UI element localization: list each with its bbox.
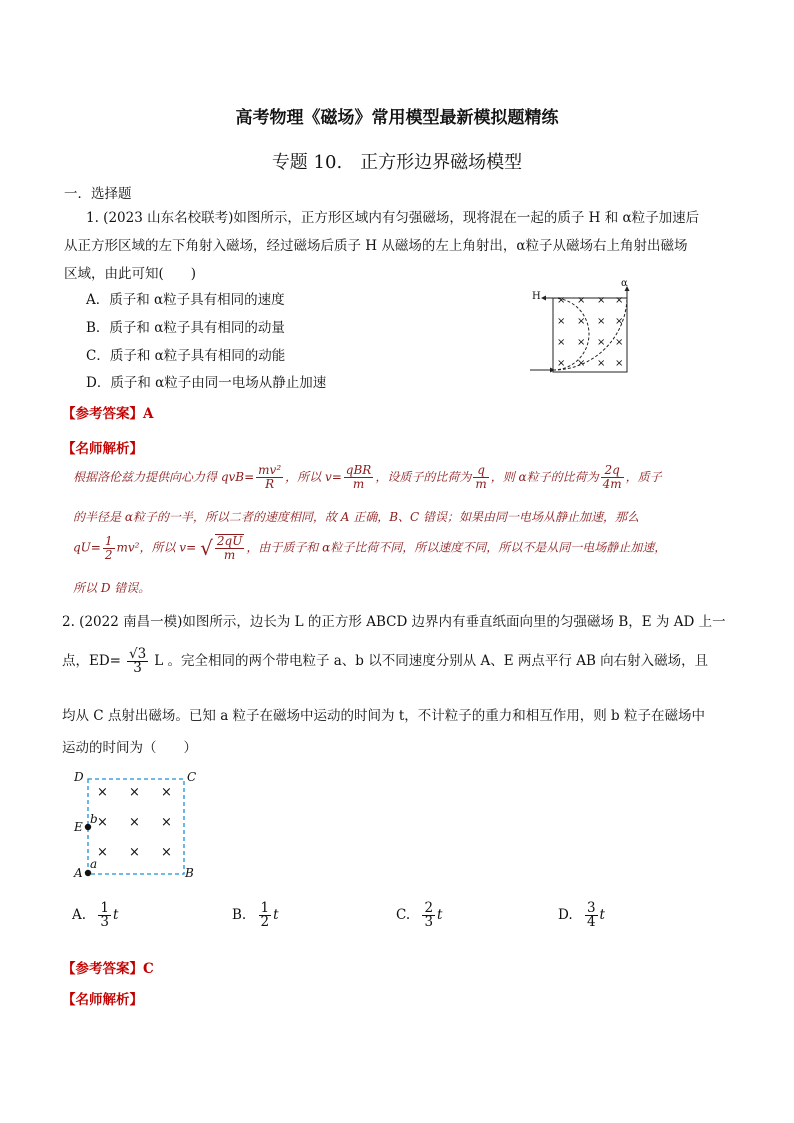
- fraction: [422, 902, 435, 929]
- field-cross-mark: ×: [161, 815, 172, 830]
- q2-option-c: [396, 902, 442, 929]
- q2-stem-line-2: [62, 648, 708, 675]
- fraction: [585, 902, 598, 929]
- field-cross-mark: ×: [615, 316, 624, 327]
- field-cross-mark: ×: [597, 358, 606, 369]
- q1-figure-label-alpha: α: [621, 278, 628, 289]
- radical-fraction: [215, 534, 244, 562]
- q1-stem-line-3: 区域，由此可知( ): [64, 266, 197, 282]
- document-subtitle: 专题 10. 正方形边界磁场模型: [271, 152, 523, 173]
- sol-text: ，所以 v=: [285, 470, 342, 484]
- q1-stem-line-2: 从正方形区域的左下角射入磁场，经过磁场后质子 H 从磁场的左上角射出，α粒子从磁场右上角射出磁场: [64, 238, 688, 254]
- frac-num: mv²: [258, 463, 282, 477]
- field-cross-mark: ×: [577, 316, 586, 327]
- field-cross-mark: ×: [97, 845, 108, 860]
- q2-particle-b-label: b: [90, 812, 98, 826]
- frac-num: 2q: [601, 464, 624, 478]
- field-cross-mark: ×: [129, 785, 140, 800]
- option-var: t: [599, 907, 605, 923]
- fraction: [98, 902, 111, 929]
- frac-den: R: [265, 477, 275, 491]
- option-var: t: [273, 907, 279, 923]
- q1-figure-label-h: H: [532, 291, 541, 302]
- q2-label-b: B: [185, 866, 194, 880]
- field-cross-mark: ×: [577, 358, 586, 369]
- frac-num: 3: [586, 900, 596, 916]
- option-var: t: [437, 907, 443, 923]
- frac-num: 2qU: [216, 534, 243, 548]
- q2-label-d: D: [74, 770, 84, 784]
- q1-solution-line-1: [73, 464, 662, 491]
- fraction: [473, 464, 488, 491]
- q2-answer: 【参考答案】C: [62, 961, 154, 977]
- fraction: [601, 464, 624, 491]
- q1-solution-line-3: [73, 534, 666, 562]
- frac-den: 2: [260, 914, 270, 930]
- sol-text: ，质子: [625, 470, 662, 484]
- frac-num: q: [473, 464, 488, 478]
- q2-text: L 。完全相同的两个带电粒子 a、b 以不同速度分别从 A、E 两点平行 AB 向右射入磁场，且: [154, 653, 709, 669]
- frac-den: m: [475, 477, 487, 491]
- option-var: t: [112, 907, 119, 923]
- q2-option-d: [558, 902, 605, 929]
- field-cross-mark: ×: [597, 337, 606, 348]
- radical-sign: √: [200, 536, 213, 560]
- q1-answer: 【参考答案】A: [62, 406, 154, 422]
- frac-den: 4: [586, 914, 596, 930]
- sol-text: mv²，所以 v=: [116, 540, 197, 555]
- sol-text: ，设质子的比荷为: [375, 470, 472, 484]
- fraction: [344, 464, 374, 491]
- field-cross-mark: ×: [557, 337, 566, 348]
- section-heading: 一．选择题: [64, 186, 132, 202]
- frac-num: 1: [260, 900, 270, 916]
- field-cross-mark: ×: [129, 815, 140, 830]
- fraction: [259, 902, 272, 929]
- frac-num: 1: [100, 900, 109, 916]
- q1-option-a: A．质子和 α粒子具有相同的速度: [86, 292, 285, 308]
- field-cross-mark: ×: [129, 845, 140, 860]
- field-cross-mark: ×: [161, 785, 172, 800]
- frac-den: m: [223, 548, 236, 562]
- fraction: [103, 535, 115, 562]
- frac-num: √3: [129, 646, 147, 662]
- frac-den: 2: [104, 547, 113, 562]
- q2-option-a: [72, 902, 118, 929]
- field-cross-mark: ×: [615, 358, 624, 369]
- frac-den: 3: [133, 660, 142, 676]
- q2-stem-line-1: 2. (2022 南昌一模)如图所示，边长为 L 的正方形 ABCD 边界内有垂直纸面向里的匀强磁场 B，E 为 AD 上一: [62, 614, 726, 630]
- frac-den: m: [352, 477, 365, 491]
- field-cross-mark: ×: [557, 316, 566, 327]
- q1-stem-line-1: 1. (2023 山东名校联考)如图所示，正方形区域内有匀强磁场，现将混在一起的质子 H 和 α粒子加速后: [86, 210, 700, 226]
- field-cross-mark: ×: [597, 295, 606, 306]
- field-cross-mark: ×: [577, 295, 586, 306]
- option-letter: B.: [232, 907, 247, 923]
- document-title: 高考物理《磁场》常用模型最新模拟题精练: [235, 108, 559, 128]
- field-cross-mark: ×: [557, 358, 566, 369]
- frac-den: 4m: [602, 477, 622, 491]
- q1-option-d: D．质子和 α粒子由同一电场从静止加速: [86, 375, 327, 391]
- q2-stem-line-3: 均从 C 点射出磁场。已知 a 粒子在磁场中运动的时间为 t，不计粒子的重力和相互作用，则 b 粒子在磁场中: [62, 708, 705, 724]
- q2-particle-a-label: a: [90, 857, 98, 871]
- frac-num: 2: [424, 900, 434, 916]
- field-cross-mark: ×: [97, 785, 108, 800]
- field-cross-mark: ×: [557, 295, 566, 306]
- frac-num: 1: [104, 533, 113, 548]
- q2-label-c: C: [187, 770, 197, 784]
- q2-analysis-heading: 【名师解析】: [62, 992, 143, 1008]
- q2-stem-line-4: 运动的时间为（ ）: [62, 740, 197, 756]
- frac-den: 3: [424, 914, 434, 930]
- frac-den: 3: [100, 914, 109, 930]
- q1-solution-line-2: 的半径是 α粒子的一半，所以二者的速度相同，故 A 正确，B、C 错误；如果由同一电场从静止加速，那么: [73, 510, 640, 524]
- q1-option-b: B．质子和 α粒子具有相同的动量: [86, 320, 285, 336]
- q2-option-b: [232, 902, 279, 929]
- field-cross-mark: ×: [615, 295, 624, 306]
- field-cross-mark: ×: [97, 815, 108, 830]
- sol-text: ，则 α粒子的比荷为: [490, 470, 599, 484]
- frac-num: qBR: [345, 463, 372, 477]
- q2-label-e: E: [74, 820, 83, 834]
- field-cross-mark: ×: [161, 845, 172, 860]
- option-letter: D.: [558, 907, 573, 923]
- q2-label-a: A: [74, 866, 83, 880]
- q2-text: 点，ED=: [62, 653, 121, 669]
- fraction: [256, 464, 283, 491]
- sol-text: ，由于质子和 α粒子比荷不同，所以速度不同，所以不是从同一电场静止加速，: [246, 540, 667, 555]
- q1-option-c: C．质子和 α粒子具有相同的动能: [86, 348, 286, 364]
- field-cross-mark: ×: [615, 337, 624, 348]
- sol-text: qU=: [73, 540, 101, 555]
- fraction: [127, 648, 148, 675]
- option-letter: C.: [396, 907, 411, 923]
- field-cross-mark: ×: [577, 337, 586, 348]
- q1-solution-line-4: 所以 D 错误。: [73, 581, 151, 595]
- option-letter: A.: [72, 907, 87, 923]
- field-cross-mark: ×: [597, 316, 606, 327]
- q1-analysis-heading: 【名师解析】: [62, 441, 143, 457]
- sol-text: 根据洛伦兹力提供向心力得 qvB=: [73, 470, 255, 484]
